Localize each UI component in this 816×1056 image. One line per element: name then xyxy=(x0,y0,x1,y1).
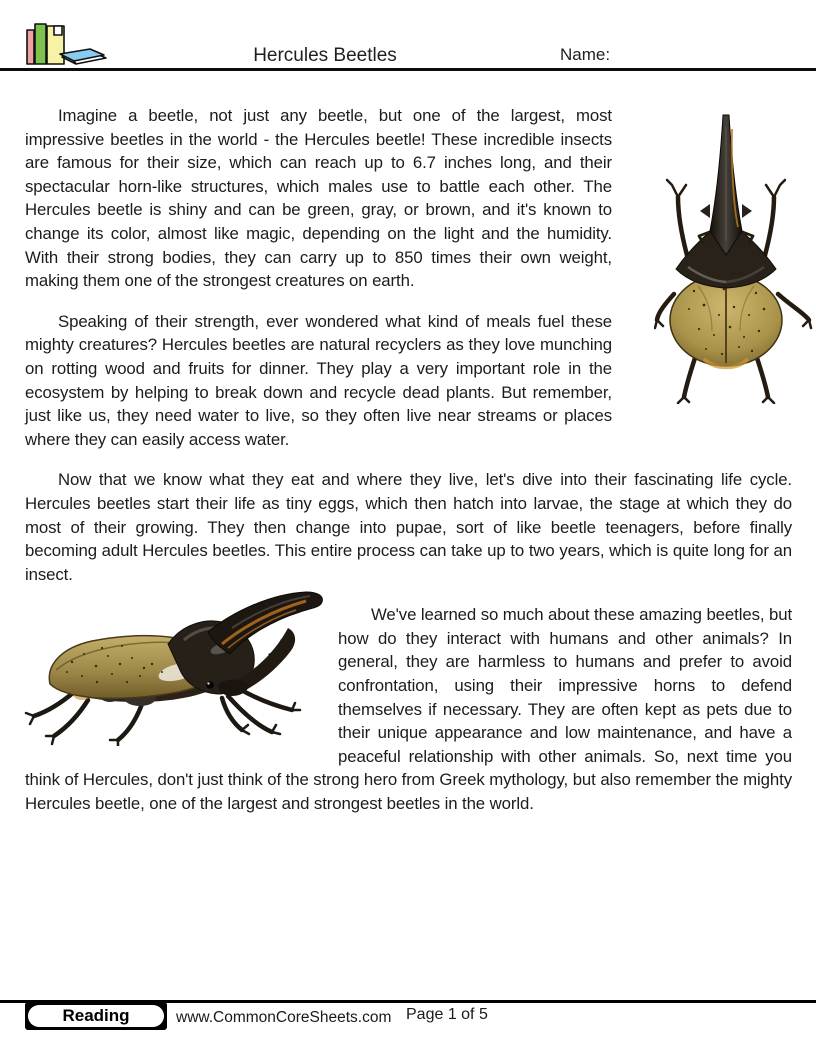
page-title: Hercules Beetles xyxy=(253,45,397,66)
paragraph-1: Imagine a beetle, not just any beetle, but one of the largest, most impressive beetles in the world - the Hercules beetle! These incredible insects are famous for their size, which can reach up to 6.7 inches long, and their spectacular horn-like structures, which males use to battle each other. The Hercules beetle is shiny and can be green, gray, or brown, and it's known to change its color, almost like magic, depending on the light and the humidity. With their strong bodies, they can carry up to 850 times their own weight, making them one of the strongest creatures on earth. xyxy=(25,106,612,291)
hercules-beetle-top-image xyxy=(654,109,814,404)
website-text: www.CommonCoreSheets.com xyxy=(176,1009,392,1026)
reading-passage xyxy=(25,71,792,816)
books-logo-icon xyxy=(24,10,108,66)
paragraph-4: We've learned so much about these amazing beetles, but how do they interact with humans and other animals? In general, they are harmless to humans and prefer to avoid confrontation, using their impressive horns to defend themselves if necessary. They are often kept as pets due to their unique appearance and low maintenance, and have a peaceful relationship with other animals. So, next time you think of Hercules, don't just think of the strong hero from Greek mythology, but also remember the mighty Hercules beetle, one of the largest and strongest beetles in the world. xyxy=(25,605,793,814)
reading-badge-label: Reading xyxy=(28,1005,164,1027)
paragraph-2: Speaking of their strength, ever wondered what kind of meals fuel these mighty creatures? Hercules beetles are natural recyclers as they love munching on rotting wood and fruits for dinner. They play a very important role in the ecosystem by helping to break down and recycle dead plants. But remember, just like us, they need water to live, so they often live near streams or places where they can easily access water. xyxy=(25,311,612,449)
page-number: Page 1 of 5 xyxy=(406,1006,488,1023)
hercules-beetle-side-image xyxy=(22,586,330,746)
paragraph-3: Now that we know what they eat and where they live, let's dive into their fascinating life cycle. Hercules beetles start their life as tiny eggs, which then hatch into larvae, the stage at which they do most of their growing. They then change into pupae, sort of like beetle teenagers, before finally becoming adult Hercules beetles. This entire process can take up to two years, which is quite long for an insect. xyxy=(25,470,792,584)
reading-badge xyxy=(25,1002,167,1030)
header xyxy=(0,0,816,71)
name-label: Name: xyxy=(560,45,611,64)
